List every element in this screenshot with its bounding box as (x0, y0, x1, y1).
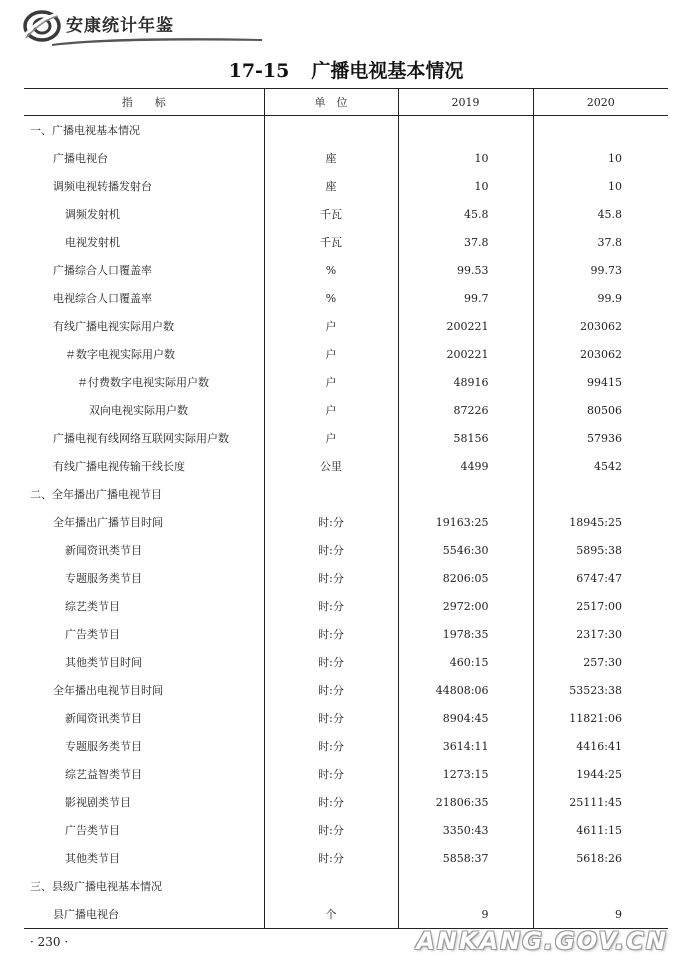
indicator-cell: 有线广播电视实际用户数 (53, 320, 174, 333)
value-2019-cell: 9 (398, 900, 533, 929)
table-row (24, 200, 668, 228)
table-row (24, 900, 668, 929)
table-row (24, 676, 668, 704)
table-row (24, 340, 668, 368)
value-2019-cell: 19163:25 (398, 508, 533, 536)
value-2020-cell: 5895:38 (533, 536, 668, 564)
indicator-cell: 电视发射机 (65, 236, 120, 249)
indicator-cell: 广告类节目 (65, 824, 120, 837)
value-2020-cell: 57936 (533, 424, 668, 452)
value-2019-cell: 87226 (398, 396, 533, 424)
value-2019-cell: 37.8 (398, 228, 533, 256)
unit-cell: 座 (264, 144, 398, 172)
table-row (24, 704, 668, 732)
unit-cell: 时:分 (264, 732, 398, 760)
unit-cell (264, 480, 398, 508)
table-header-row (24, 89, 668, 116)
indicator-cell: 广播综合人口覆盖率 (53, 264, 152, 277)
table-row (24, 592, 668, 620)
table-body (24, 116, 668, 929)
value-2019-cell: 4499 (398, 452, 533, 480)
value-2020-cell: 4611:15 (533, 816, 668, 844)
value-2019-cell: 3350:43 (398, 816, 533, 844)
indicator-cell: 电视综合人口覆盖率 (53, 292, 152, 305)
unit-cell: 时:分 (264, 648, 398, 676)
indicator-cell: 新闻资讯类节目 (65, 544, 142, 557)
value-2020-cell: 4542 (533, 452, 668, 480)
table-row (24, 788, 668, 816)
indicator-cell: 县广播电视台 (24, 900, 264, 929)
unit-cell (264, 116, 398, 145)
indicator-cell: ＃付费数字电视实际用户数 (77, 376, 209, 389)
indicator-cell: 综艺类节目 (65, 600, 120, 613)
indicator-cell: 一、广播电视基本情况 (30, 124, 140, 137)
value-2019-cell: 45.8 (398, 200, 533, 228)
unit-cell: 户 (264, 340, 398, 368)
broadcast-tv-table (24, 88, 668, 929)
value-2020-cell: 53523:38 (533, 676, 668, 704)
unit-cell: 时:分 (264, 564, 398, 592)
unit-cell: % (264, 284, 398, 312)
table-row (24, 312, 668, 340)
value-2019-cell: 99.53 (398, 256, 533, 284)
column-header-2020: 2020 (533, 89, 668, 116)
value-2019-cell: 99.7 (398, 284, 533, 312)
unit-cell: 户 (264, 424, 398, 452)
value-2020-cell (533, 480, 668, 508)
value-2019-cell (398, 116, 533, 145)
value-2020-cell: 6747:47 (533, 564, 668, 592)
indicator-cell: 广播电视有线网络互联网实际用户数 (53, 432, 229, 445)
value-2020-cell: 203062 (533, 312, 668, 340)
value-2019-cell: 44808:06 (398, 676, 533, 704)
table-row (24, 228, 668, 256)
indicator-cell: 广告类节目 (65, 628, 120, 641)
table-row (24, 760, 668, 788)
value-2020-cell: 99.9 (533, 284, 668, 312)
indicator-cell: 有线广播电视传输干线长度 (53, 460, 185, 473)
table-row (24, 536, 668, 564)
value-2019-cell: 3614:11 (398, 732, 533, 760)
unit-cell: 户 (264, 312, 398, 340)
indicator-cell: 新闻资讯类节目 (65, 712, 142, 725)
unit-cell: 个 (264, 900, 398, 929)
table-row (24, 872, 668, 900)
value-2019-cell: 10 (398, 172, 533, 200)
indicator-cell: 调频发射机 (65, 208, 120, 221)
indicator-cell: 影视剧类节目 (65, 796, 131, 809)
unit-cell: 座 (264, 172, 398, 200)
table-row (24, 564, 668, 592)
table-row (24, 116, 668, 145)
indicator-cell: 调频电视转播发射台 (53, 180, 152, 193)
unit-cell: 时:分 (264, 508, 398, 536)
value-2020-cell: 99415 (533, 368, 668, 396)
table-row (24, 480, 668, 508)
page-number: · 230 · (30, 935, 69, 949)
value-2019-cell: 2972:00 (398, 592, 533, 620)
header-swoosh-decoration (52, 36, 262, 46)
value-2020-cell: 18945:25 (533, 508, 668, 536)
unit-cell: % (264, 256, 398, 284)
table-row (24, 396, 668, 424)
value-2019-cell: 58156 (398, 424, 533, 452)
indicator-cell: 专题服务类节目 (65, 740, 142, 753)
value-2019-cell: 10 (398, 144, 533, 172)
unit-cell: 户 (264, 396, 398, 424)
value-2019-cell: 460:15 (398, 648, 533, 676)
indicator-cell: 广播电视台 (53, 152, 108, 165)
value-2019-cell: 200221 (398, 312, 533, 340)
unit-cell: 公里 (264, 452, 398, 480)
value-2020-cell: 37.8 (533, 228, 668, 256)
table-row (24, 508, 668, 536)
column-header-unit: 单 位 (264, 89, 398, 116)
unit-cell: 时:分 (264, 816, 398, 844)
yearbook-header (22, 6, 262, 46)
table-number: 17-15 (228, 60, 290, 82)
table-row (24, 732, 668, 760)
value-2020-cell: 203062 (533, 340, 668, 368)
unit-cell: 时:分 (264, 536, 398, 564)
value-2019-cell: 1273:15 (398, 760, 533, 788)
unit-cell: 时:分 (264, 788, 398, 816)
table-row (24, 844, 668, 872)
table-row (24, 424, 668, 452)
brand-title: 安康统计年鉴 (66, 16, 174, 36)
value-2019-cell: 1978:35 (398, 620, 533, 648)
indicator-cell: 全年播出电视节目时间 (53, 684, 163, 697)
value-2019-cell: 8904:45 (398, 704, 533, 732)
column-header-2019: 2019 (398, 89, 533, 116)
value-2019-cell: 8206:05 (398, 564, 533, 592)
indicator-cell: 综艺益智类节目 (65, 768, 142, 781)
value-2020-cell: 11821:06 (533, 704, 668, 732)
table-row (24, 144, 668, 172)
column-header-indicator: 指 标 (24, 89, 264, 116)
value-2020-cell: 1944:25 (533, 760, 668, 788)
unit-cell: 时:分 (264, 844, 398, 872)
table-row (24, 284, 668, 312)
table-row (24, 816, 668, 844)
value-2019-cell: 48916 (398, 368, 533, 396)
value-2019-cell (398, 872, 533, 900)
table-row (24, 648, 668, 676)
indicator-cell: 其他类节目 (65, 852, 120, 865)
unit-cell: 时:分 (264, 704, 398, 732)
table-row (24, 256, 668, 284)
value-2019-cell (398, 480, 533, 508)
table-row (24, 452, 668, 480)
value-2020-cell: 257:30 (533, 648, 668, 676)
unit-cell: 千瓦 (264, 228, 398, 256)
table-row (24, 172, 668, 200)
value-2020-cell (533, 116, 668, 145)
unit-cell: 时:分 (264, 676, 398, 704)
table-row (24, 620, 668, 648)
table-title: 广播电视基本情况 (311, 60, 464, 82)
value-2019-cell: 5858:37 (398, 844, 533, 872)
unit-cell: 户 (264, 368, 398, 396)
indicator-cell: 专题服务类节目 (65, 572, 142, 585)
site-watermark: ANKANG.GOV.CN (416, 927, 668, 955)
value-2020-cell: 4416:41 (533, 732, 668, 760)
indicator-cell: 全年播出广播节目时间 (53, 516, 163, 529)
value-2020-cell: 80506 (533, 396, 668, 424)
value-2020-cell: 10 (533, 172, 668, 200)
page-title (0, 56, 692, 83)
value-2020-cell (533, 872, 668, 900)
unit-cell: 时:分 (264, 760, 398, 788)
value-2020-cell: 9 (533, 900, 668, 929)
unit-cell (264, 872, 398, 900)
indicator-cell: 三、县级广播电视基本情况 (30, 880, 162, 893)
unit-cell: 千瓦 (264, 200, 398, 228)
value-2020-cell: 10 (533, 144, 668, 172)
value-2019-cell: 200221 (398, 340, 533, 368)
value-2020-cell: 25111:45 (533, 788, 668, 816)
value-2020-cell: 2517:00 (533, 592, 668, 620)
unit-cell: 时:分 (264, 620, 398, 648)
indicator-cell: 其他类节目时间 (65, 656, 142, 669)
value-2019-cell: 5546:30 (398, 536, 533, 564)
value-2020-cell: 45.8 (533, 200, 668, 228)
table-row (24, 368, 668, 396)
value-2020-cell: 5618:26 (533, 844, 668, 872)
value-2020-cell: 99.73 (533, 256, 668, 284)
indicator-cell: ＃数字电视实际用户数 (65, 348, 175, 361)
value-2020-cell: 2317:30 (533, 620, 668, 648)
value-2019-cell: 21806:35 (398, 788, 533, 816)
indicator-cell: 二、全年播出广播电视节目 (30, 488, 162, 501)
indicator-cell: 双向电视实际用户数 (89, 404, 188, 417)
unit-cell: 时:分 (264, 592, 398, 620)
